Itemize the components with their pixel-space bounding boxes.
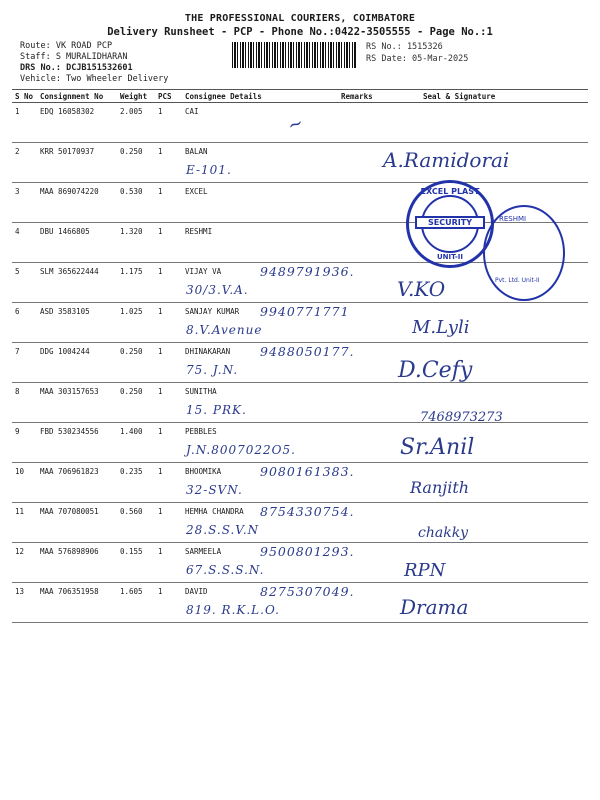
cell-weight: 0.250 bbox=[117, 383, 155, 423]
handwritten-address: E-101. bbox=[186, 163, 232, 177]
col-weight: Weight bbox=[117, 90, 155, 103]
cell-weight: 0.560 bbox=[117, 503, 155, 543]
table-row bbox=[12, 303, 588, 343]
col-remarks: Remarks bbox=[338, 90, 393, 103]
cell-sno: 10 bbox=[12, 463, 37, 503]
security-stamp bbox=[406, 180, 494, 268]
drs-number bbox=[20, 63, 133, 73]
consignee-name: HEMHA CHANDRA bbox=[185, 507, 244, 516]
drs-value: DCJB151532601 bbox=[66, 63, 133, 73]
consignee-name: SANJAY KUMAR bbox=[185, 307, 240, 316]
cell-consignment: MAA 707080051 bbox=[37, 503, 117, 543]
signature-11: chakky bbox=[418, 525, 469, 541]
cell-consignee bbox=[182, 383, 338, 423]
cell-remarks bbox=[338, 543, 393, 583]
col-seal-signature: Seal & Signature bbox=[393, 90, 588, 103]
document-subtitle: Delivery Runsheet - PCP - Phone No.:0422-3505555 - Page No.:1 bbox=[107, 26, 493, 38]
cell-remarks bbox=[338, 303, 393, 343]
vehicle-text: Vehicle: Two Wheeler Delivery bbox=[20, 74, 169, 84]
handwritten-phone: 9500801293. bbox=[260, 544, 355, 559]
signature-5: V.KO bbox=[397, 277, 446, 301]
cell-remarks bbox=[338, 223, 393, 263]
consignee-name: BALAN bbox=[185, 147, 208, 156]
cell-sno: 7 bbox=[12, 343, 37, 383]
handwritten-phone: 8275307049. bbox=[260, 584, 355, 599]
cell-remarks bbox=[338, 583, 393, 623]
cell-remarks bbox=[338, 503, 393, 543]
cell-consignee bbox=[182, 183, 338, 223]
cell-sno: 6 bbox=[12, 303, 37, 343]
signature-6: M.Lyli bbox=[412, 317, 470, 338]
cell-weight: 1.605 bbox=[117, 583, 155, 623]
cell-pcs: 1 bbox=[155, 543, 182, 583]
cell-consignment: MAA 869074220 bbox=[37, 183, 117, 223]
cell-pcs: 1 bbox=[155, 263, 182, 303]
handwritten-phone: 9080161383. bbox=[260, 464, 355, 479]
cell-consignment: KRR 50170937 bbox=[37, 143, 117, 183]
cell-consignee bbox=[182, 303, 350, 343]
cell-weight: 0.155 bbox=[117, 543, 155, 583]
cell-remarks bbox=[338, 423, 393, 463]
stamp-bottom-text: UNIT-II bbox=[436, 253, 463, 261]
handwritten-address: 28.S.S.V.N bbox=[186, 523, 260, 537]
col-consignee: Consignee Details bbox=[182, 90, 338, 103]
handwritten-address: 819. R.K.L.O. bbox=[186, 603, 280, 617]
cell-consignee bbox=[182, 463, 355, 503]
signature-9: Sr.Anil bbox=[400, 435, 475, 460]
cell-sno: 3 bbox=[12, 183, 37, 223]
cell-weight: 0.235 bbox=[117, 463, 155, 503]
cell-signature bbox=[393, 103, 588, 143]
consignee-name: RESHMI bbox=[185, 227, 213, 236]
rs-date: RS Date: 05-Mar-2025 bbox=[366, 54, 469, 64]
col-sno: S No bbox=[12, 90, 37, 103]
cell-consignment: SLM 365622444 bbox=[37, 263, 117, 303]
handwritten-phone: 9489791936. bbox=[260, 264, 355, 279]
consignee-name: SARMEELA bbox=[185, 547, 222, 556]
cell-pcs: 1 bbox=[155, 463, 182, 503]
cell-consignee bbox=[182, 343, 355, 383]
barcode bbox=[232, 42, 357, 68]
company-stamp bbox=[483, 205, 565, 301]
cell-pcs: 1 bbox=[155, 383, 182, 423]
handwritten-address: 67.S.S.S.N. bbox=[186, 563, 265, 577]
cell-consignee bbox=[182, 143, 338, 183]
table-row bbox=[12, 583, 588, 623]
cell-sno: 9 bbox=[12, 423, 37, 463]
rs-number: RS No.: 1515326 bbox=[366, 42, 443, 52]
staff-text: Staff: S MURALIDHARAN bbox=[20, 52, 128, 62]
cell-consignment: MAA 706351958 bbox=[37, 583, 117, 623]
consignee-name: SUNITHA bbox=[185, 387, 217, 396]
handwritten-phone: 8754330754. bbox=[260, 504, 355, 519]
cell-weight: 0.530 bbox=[117, 183, 155, 223]
table-row bbox=[12, 343, 588, 383]
handwritten-phone: 9940771771 bbox=[260, 304, 350, 319]
signature-1: ~ bbox=[284, 112, 307, 137]
cell-remarks bbox=[338, 183, 393, 223]
cell-consignment: ASD 3583105 bbox=[37, 303, 117, 343]
consignee-name: VIJAY VA bbox=[185, 267, 222, 276]
stamp-top-text: EXCEL PLAST bbox=[420, 187, 480, 196]
consignee-name: DAVID bbox=[185, 587, 208, 596]
col-pcs: PCS bbox=[155, 90, 182, 103]
signature-12: RPN bbox=[404, 560, 446, 581]
cell-consignment: DDG 1004244 bbox=[37, 343, 117, 383]
handwritten-address: 8.V.Avenue bbox=[186, 323, 263, 337]
route-text: Route: VK ROAD PCP bbox=[20, 41, 113, 51]
consignee-name: PEBBLES bbox=[185, 427, 217, 436]
cell-weight: 0.250 bbox=[117, 143, 155, 183]
cell-pcs: 1 bbox=[155, 103, 182, 143]
cell-consignment: EDQ 16058302 bbox=[37, 103, 117, 143]
cell-consignee bbox=[182, 103, 338, 143]
cell-remarks bbox=[338, 343, 393, 383]
cell-pcs: 1 bbox=[155, 423, 182, 463]
cell-sno: 8 bbox=[12, 383, 37, 423]
cell-weight: 1.025 bbox=[117, 303, 155, 343]
handwritten-phone: 9488050177. bbox=[260, 344, 355, 359]
cell-pcs: 1 bbox=[155, 183, 182, 223]
cell-pcs: 1 bbox=[155, 583, 182, 623]
cell-remarks bbox=[338, 383, 393, 423]
company-stamp-text-a: RESHMI bbox=[499, 215, 527, 223]
document-title: THE PROFESSIONAL COURIERS, COIMBATORE bbox=[184, 13, 416, 24]
cell-pcs: 1 bbox=[155, 143, 182, 183]
cell-consignment: DBU 1466805 bbox=[37, 223, 117, 263]
consignee-name: CAI bbox=[185, 107, 199, 116]
company-stamp-text-b: Pvt. Ltd. Unit-II bbox=[495, 277, 540, 284]
cell-weight: 1.175 bbox=[117, 263, 155, 303]
handwritten-address: J.N.8007022O5. bbox=[186, 443, 296, 457]
table-row bbox=[12, 463, 588, 503]
signature-10: Ranjith bbox=[410, 478, 470, 497]
cell-consignee bbox=[182, 263, 355, 303]
cell-sno: 1 bbox=[12, 103, 37, 143]
table-header-row bbox=[12, 90, 588, 103]
handwritten-address: 30/3.V.A. bbox=[186, 283, 249, 297]
cell-remarks bbox=[338, 463, 393, 503]
cell-weight: 0.250 bbox=[117, 343, 155, 383]
stamp-middle-text: SECURITY bbox=[415, 216, 485, 229]
cell-pcs: 1 bbox=[155, 343, 182, 383]
drs-label: DRS No.: bbox=[20, 63, 61, 73]
cell-consignee bbox=[182, 543, 355, 583]
cell-pcs: 1 bbox=[155, 223, 182, 263]
cell-consignment: MAA 576898906 bbox=[37, 543, 117, 583]
consignee-name: DHINAKARAN bbox=[185, 347, 231, 356]
handwritten-address: 32-SVN. bbox=[186, 483, 243, 497]
handwritten-address: 15. PRK. bbox=[186, 403, 247, 417]
consignee-name: EXCEL bbox=[185, 187, 208, 196]
cell-sno: 4 bbox=[12, 223, 37, 263]
signature-8-phone: 7468973273 bbox=[420, 410, 503, 425]
consignee-name: BHOOMIKA bbox=[185, 467, 222, 476]
table-row bbox=[12, 423, 588, 463]
cell-pcs: 1 bbox=[155, 303, 182, 343]
cell-sno: 2 bbox=[12, 143, 37, 183]
signature-7: D.Cefy bbox=[398, 358, 473, 383]
cell-remarks bbox=[338, 103, 393, 143]
cell-consignment: MAA 303157653 bbox=[37, 383, 117, 423]
cell-consignment: MAA 706961823 bbox=[37, 463, 117, 503]
table-row bbox=[12, 543, 588, 583]
cell-sno: 11 bbox=[12, 503, 37, 543]
cell-consignment: FBD 530234556 bbox=[37, 423, 117, 463]
cell-consignee bbox=[182, 503, 355, 543]
cell-weight: 1.400 bbox=[117, 423, 155, 463]
cell-sno: 5 bbox=[12, 263, 37, 303]
table-row bbox=[12, 503, 588, 543]
cell-consignee bbox=[182, 423, 338, 463]
cell-pcs: 1 bbox=[155, 503, 182, 543]
cell-sno: 12 bbox=[12, 543, 37, 583]
signature-13: Drama bbox=[400, 595, 469, 619]
signature-2: A.Ramidorai bbox=[383, 148, 510, 172]
col-consignment: Consignment No bbox=[37, 90, 117, 103]
cell-consignee bbox=[182, 583, 355, 623]
cell-weight: 1.320 bbox=[117, 223, 155, 263]
cell-remarks bbox=[338, 263, 393, 303]
cell-weight: 2.005 bbox=[117, 103, 155, 143]
cell-consignee bbox=[182, 223, 338, 263]
cell-sno: 13 bbox=[12, 583, 37, 623]
handwritten-address: 75. J.N. bbox=[186, 363, 239, 377]
